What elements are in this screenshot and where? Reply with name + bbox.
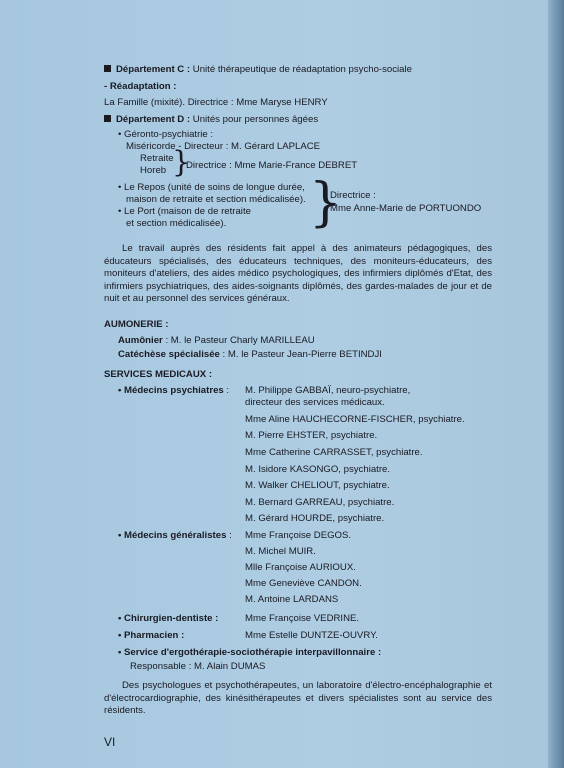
services-title: SERVICES MEDICAUX : — [104, 369, 213, 380]
dentiste-label: • Chirurgien-dentiste : — [118, 613, 219, 624]
generalistes-label-line — [118, 530, 232, 542]
psychiatre-item: M. Walker CHELIOUT, psychiatre. — [245, 480, 390, 491]
intro-paragraph: Le travail auprès des résidents fait appel à des animateurs pédagogiques, des éducateurs spécialisés, des éducateurs techniques, des moniteurs-éducateurs, des moniteurs d'ateliers, des aides médico psychologiques, des infirmiers diplômés d'Etat, des infirmiers psychiatriques, des aides-soignants diplômés, des gardes-malades de jour et de nuit et au personnel des services généraux. — [104, 243, 492, 305]
psychiatres-colon: : — [223, 385, 230, 396]
psychiatre-item: M. Gérard HOURDE, psychiatre. — [245, 513, 385, 524]
square-bullet-icon — [104, 65, 111, 72]
generaliste-item: Mme Françoise DEGOS. — [245, 530, 352, 541]
closing-paragraph: Des psychologues et psychothérapeutes, un laboratoire d'électro-encéphalographie et d'électrocardiographie, des kinésithérapeutes et divers spécialistes sont au service des résidents. — [104, 680, 492, 717]
readaptation-text: La Famille (mixité). Directrice : Mme Maryse HENRY — [104, 97, 328, 108]
psychiatres-label: • Médecins psychiatres — [118, 385, 224, 396]
dep-c-line — [104, 64, 412, 76]
generalistes-label: • Médecins généralistes — [118, 530, 227, 541]
aumonerie-title: AUMONERIE : — [104, 319, 169, 330]
brace-icon: } — [309, 173, 343, 233]
dep-d-text: Unités pour personnes âgées — [192, 114, 319, 125]
aumonier-label: Aumônier — [118, 335, 163, 346]
generaliste-item: M. Michel MUIR. — [245, 546, 316, 557]
pharmacien-label: • Pharmacien : — [118, 630, 185, 641]
psychiatre-item: M. Philippe GABBAÏ, neuro-psychiatre, — [245, 385, 411, 396]
readaptation-label: - Réadaptation : — [104, 81, 177, 92]
catechese-text: : M. le Pasteur Jean-Pierre BETINDJI — [219, 349, 382, 360]
psychiatres-label-line — [118, 385, 229, 397]
retraite-label: Retraite — [140, 153, 174, 164]
dep-c-text: Unité thérapeutique de réadaptation psycho-sociale — [192, 64, 412, 75]
brace-icon: } — [172, 145, 191, 179]
ergo-label: • Service d'ergothérapie-sociothérapie interpavillonnaire : — [118, 647, 382, 658]
page-number: VI — [104, 735, 116, 749]
repos-line-1: • Le Repos (unité de soins de longue durée, — [118, 182, 305, 193]
generaliste-item: Mlle Françoise AURIOUX. — [245, 562, 356, 573]
generaliste-item: Mme Geneviève CANDON. — [245, 578, 362, 589]
repos-line-2: maison de retraite et section médicalisée). — [126, 194, 306, 205]
page-binding-edge — [548, 0, 564, 768]
psychiatre-item: M. Isidore KASONGO, psychiatre. — [245, 464, 391, 475]
psychiatre-item: M. Pierre EHSTER, psychiatre. — [245, 430, 378, 441]
port-line-1: • Le Port (maison de de retraite — [118, 206, 251, 217]
port-line-2: et section médicalisée). — [126, 218, 227, 229]
generalistes-colon: : — [226, 530, 232, 541]
dep-d-label: Département D : — [116, 114, 191, 125]
psychiatre-item: Mme Catherine CARRASSET, psychiatre. — [245, 447, 423, 458]
dentiste-name: Mme Françoise VEDRINE. — [245, 613, 360, 624]
aumonier-text: : M. le Pasteur Charly MARILLEAU — [162, 335, 315, 346]
psychiatre-item: directeur des services médicaux. — [245, 397, 385, 408]
dep-d-line — [104, 114, 318, 126]
aumonier-line — [118, 335, 315, 347]
misericorde-line: Miséricorde - Directeur : M. Gérard LAPLACE — [126, 141, 321, 152]
directrice-name: Mme Anne-Marie de PORTUONDO — [330, 203, 482, 214]
generaliste-item: M. Antoine LARDANS — [245, 594, 339, 605]
directrice-label: Directrice : — [330, 190, 376, 201]
horeb-label: Horeb — [140, 165, 167, 176]
dep-c-label: Département C : — [116, 64, 191, 75]
pharmacien-name: Mme Estelle DUNTZE-OUVRY. — [245, 630, 378, 641]
psychiatre-item: Mme Aline HAUCHECORNE-FISCHER, psychiatre. — [245, 414, 465, 425]
catechese-label: Catéchèse spécialisée — [118, 349, 220, 360]
catechese-line — [118, 349, 382, 361]
geronto-line: • Géronto-psychiatrie : — [118, 129, 214, 140]
retraite-directrice: Directrice : Mme Marie-France DEBRET — [186, 160, 358, 171]
square-bullet-icon — [104, 115, 111, 122]
ergo-responsable: Responsable : M. Alain DUMAS — [130, 661, 266, 672]
psychiatre-item: M. Bernard GARREAU, psychiatre. — [245, 497, 395, 508]
